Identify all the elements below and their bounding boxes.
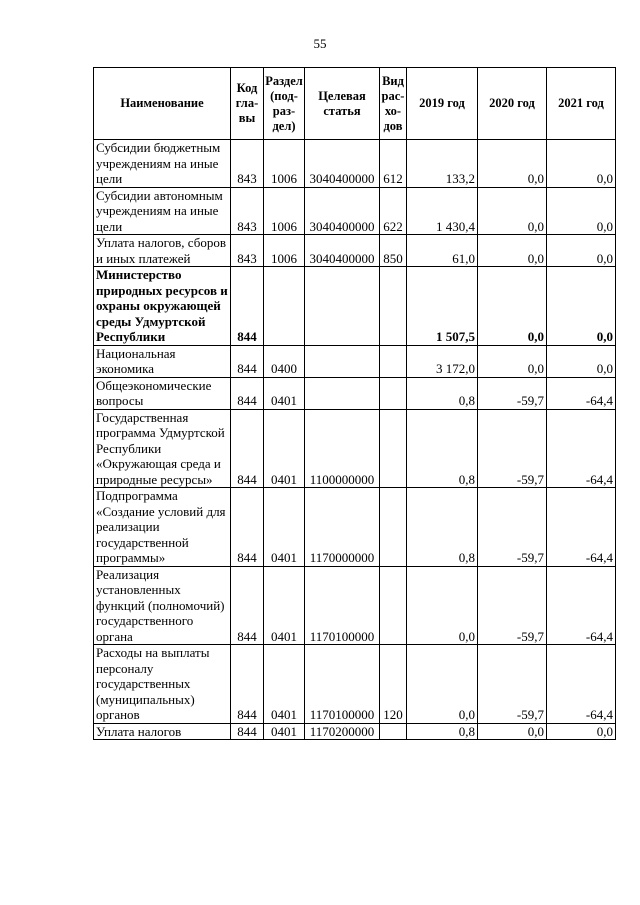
table-row (94, 267, 616, 346)
row-section-code: 0401 (264, 566, 305, 645)
row-chapter-code: 844 (231, 345, 264, 377)
row-chapter-code: 843 (231, 187, 264, 235)
row-section-code: 1006 (264, 187, 305, 235)
row-value-2021: 0,0 (547, 187, 616, 235)
row-name: Реализация установленных функций (полномочий) государственного органа (94, 566, 231, 645)
row-value-2019: 61,0 (407, 235, 478, 267)
row-value-2020: 0,0 (478, 140, 547, 188)
row-name: Расходы на выплаты персоналу государственных (муниципальных) органов (94, 645, 231, 724)
row-name: Государственная программа Удмуртской Республики «Окружающая среда и природные ресурсы» (94, 409, 231, 488)
table-body (94, 140, 616, 740)
row-value-2020: 0,0 (478, 235, 547, 267)
row-target-article: 3040400000 (305, 140, 380, 188)
row-value-2020: -59,7 (478, 566, 547, 645)
row-name: Общеэкономические вопросы (94, 377, 231, 409)
row-expense-type (380, 377, 407, 409)
row-value-2019: 0,8 (407, 409, 478, 488)
row-value-2020: -59,7 (478, 488, 547, 567)
row-expense-type: 612 (380, 140, 407, 188)
header-2019: 2019 год (407, 68, 478, 140)
row-chapter-code: 844 (231, 566, 264, 645)
page-number: 55 (313, 36, 327, 51)
row-value-2020: -59,7 (478, 377, 547, 409)
header-expense-line: Вид (382, 73, 404, 88)
row-value-2019: 133,2 (407, 140, 478, 188)
table-header-row (94, 68, 616, 140)
row-section-code: 0401 (264, 377, 305, 409)
row-name: Уплата налогов, сборов и иных платежей (94, 235, 231, 267)
row-value-2019: 0,0 (407, 645, 478, 724)
row-value-2021: -64,4 (547, 377, 616, 409)
row-name: Субсидии бюджетным учреждениям на иные цели (94, 140, 231, 188)
row-value-2020: -59,7 (478, 409, 547, 488)
table-row (94, 187, 616, 235)
header-chapter-line: вы (238, 111, 256, 125)
row-name: Уплата налогов (94, 723, 231, 740)
row-value-2021: -64,4 (547, 409, 616, 488)
row-value-2020: 0,0 (478, 723, 547, 740)
table-row (94, 140, 616, 188)
row-section-code: 0401 (264, 723, 305, 740)
header-expense-line: хо- (384, 103, 402, 118)
row-name: Министерство природных ресурсов и охраны окружающей среды Удмуртской Республики (94, 267, 231, 346)
row-target-article: 1100000000 (305, 409, 380, 488)
header-section-line: (под- (270, 88, 298, 103)
row-value-2021: -64,4 (547, 488, 616, 567)
table-row (94, 409, 616, 488)
row-target-article: 1170200000 (305, 723, 380, 740)
row-section-code: 0400 (264, 345, 305, 377)
header-2020: 2020 год (478, 68, 547, 140)
header-name: Наименование (94, 68, 231, 140)
header-target-line: Целевая (318, 88, 366, 103)
row-section-code: 0401 (264, 645, 305, 724)
header-chapter-line: гла- (235, 96, 259, 110)
row-value-2019: 0,8 (407, 377, 478, 409)
row-target-article: 1170100000 (305, 645, 380, 724)
row-section-code: 0401 (264, 409, 305, 488)
row-chapter-code: 844 (231, 488, 264, 567)
row-target-article: 1170100000 (305, 566, 380, 645)
row-target-article: 1170000000 (305, 488, 380, 567)
row-chapter-code: 844 (231, 409, 264, 488)
table-row (94, 345, 616, 377)
row-value-2021: -64,4 (547, 566, 616, 645)
header-chapter-code (231, 68, 264, 140)
row-target-article: 3040400000 (305, 235, 380, 267)
table-row (94, 377, 616, 409)
row-expense-type (380, 723, 407, 740)
row-section-code: 0401 (264, 488, 305, 567)
row-value-2020: 0,0 (478, 345, 547, 377)
row-expense-type (380, 409, 407, 488)
table-row (94, 235, 616, 267)
header-section-line: раз- (272, 103, 296, 118)
row-target-article (305, 377, 380, 409)
header-target-line: статья (323, 103, 361, 118)
header-2021: 2021 год (547, 68, 616, 140)
header-expense-type (380, 68, 407, 140)
header-expense-line: дов (383, 118, 403, 133)
row-value-2021: 0,0 (547, 267, 616, 346)
row-value-2020: 0,0 (478, 187, 547, 235)
header-target-article (305, 68, 380, 140)
row-value-2019: 0,8 (407, 488, 478, 567)
row-chapter-code: 843 (231, 235, 264, 267)
row-value-2019: 3 172,0 (407, 345, 478, 377)
row-section-code (264, 267, 305, 346)
row-expense-type: 622 (380, 187, 407, 235)
row-expense-type: 850 (380, 235, 407, 267)
row-target-article: 3040400000 (305, 187, 380, 235)
row-chapter-code: 844 (231, 645, 264, 724)
row-chapter-code: 843 (231, 140, 264, 188)
row-value-2019: 1 430,4 (407, 187, 478, 235)
header-expense-line: рас- (381, 88, 405, 103)
row-expense-type: 120 (380, 645, 407, 724)
table-row (94, 645, 616, 724)
row-target-article (305, 345, 380, 377)
row-target-article (305, 267, 380, 346)
row-expense-type (380, 267, 407, 346)
row-chapter-code: 844 (231, 723, 264, 740)
row-section-code: 1006 (264, 140, 305, 188)
row-value-2020: -59,7 (478, 645, 547, 724)
row-expense-type (380, 488, 407, 567)
table-row (94, 488, 616, 567)
row-value-2021: 0,0 (547, 140, 616, 188)
row-value-2019: 0,8 (407, 723, 478, 740)
header-section-line: дел) (272, 118, 296, 133)
table-row (94, 723, 616, 740)
header-section (264, 68, 305, 140)
row-expense-type (380, 566, 407, 645)
row-name: Национальная экономика (94, 345, 231, 377)
table-row (94, 566, 616, 645)
row-expense-type (380, 345, 407, 377)
row-section-code: 1006 (264, 235, 305, 267)
row-value-2019: 0,0 (407, 566, 478, 645)
header-section-line: Раздел (265, 73, 303, 88)
row-value-2021: 0,0 (547, 235, 616, 267)
row-chapter-code: 844 (231, 267, 264, 346)
row-value-2020: 0,0 (478, 267, 547, 346)
row-value-2019: 1 507,5 (407, 267, 478, 346)
budget-table (93, 67, 616, 740)
header-chapter-line: Код (236, 81, 258, 95)
row-value-2021: -64,4 (547, 645, 616, 724)
row-name: Подпрограмма «Создание условий для реализации государственной программы» (94, 488, 231, 567)
row-chapter-code: 844 (231, 377, 264, 409)
row-value-2021: 0,0 (547, 723, 616, 740)
row-value-2021: 0,0 (547, 345, 616, 377)
row-name: Субсидии автономным учреждениям на иные цели (94, 187, 231, 235)
